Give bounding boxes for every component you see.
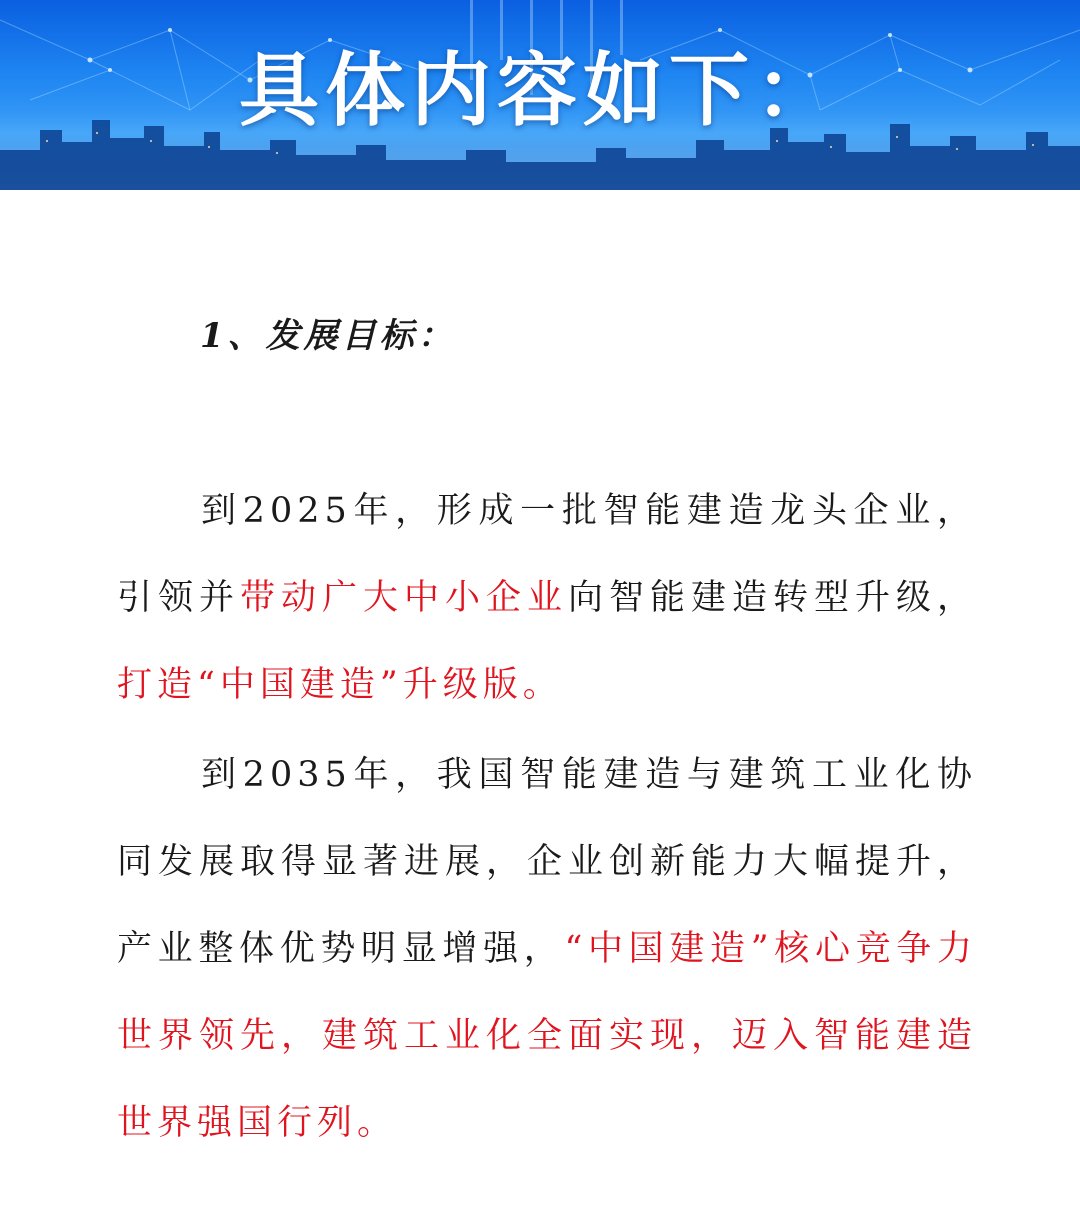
header-banner [0, 0, 1080, 190]
paragraph-2035-goal [117, 732, 977, 1167]
paragraph-segment: 到2025年，形成一批智能建造龙头企业，引领并 [117, 491, 977, 618]
highlight-segment: “中国建造”核心竞争力世界领先，建筑工业化全面实现，迈入智能建造世界强国行列。 [117, 929, 977, 1143]
paragraph-segment: 到2035年，我国智能建造与建筑工业化协同发展取得显著进展，企业创新能力大幅提升，产业整体优势明显增强， [117, 755, 977, 969]
highlight-segment: 打造“中国建造”升级版。 [117, 665, 563, 705]
paragraph-segment: 向智能建造转型升级， [567, 578, 977, 618]
section-heading: 1、发展目标： [200, 316, 456, 356]
paragraph-2025-goal [117, 468, 977, 729]
banner-title: 具体内容如下： [239, 43, 841, 137]
highlight-segment: 带动广大中小企业 [240, 578, 568, 618]
